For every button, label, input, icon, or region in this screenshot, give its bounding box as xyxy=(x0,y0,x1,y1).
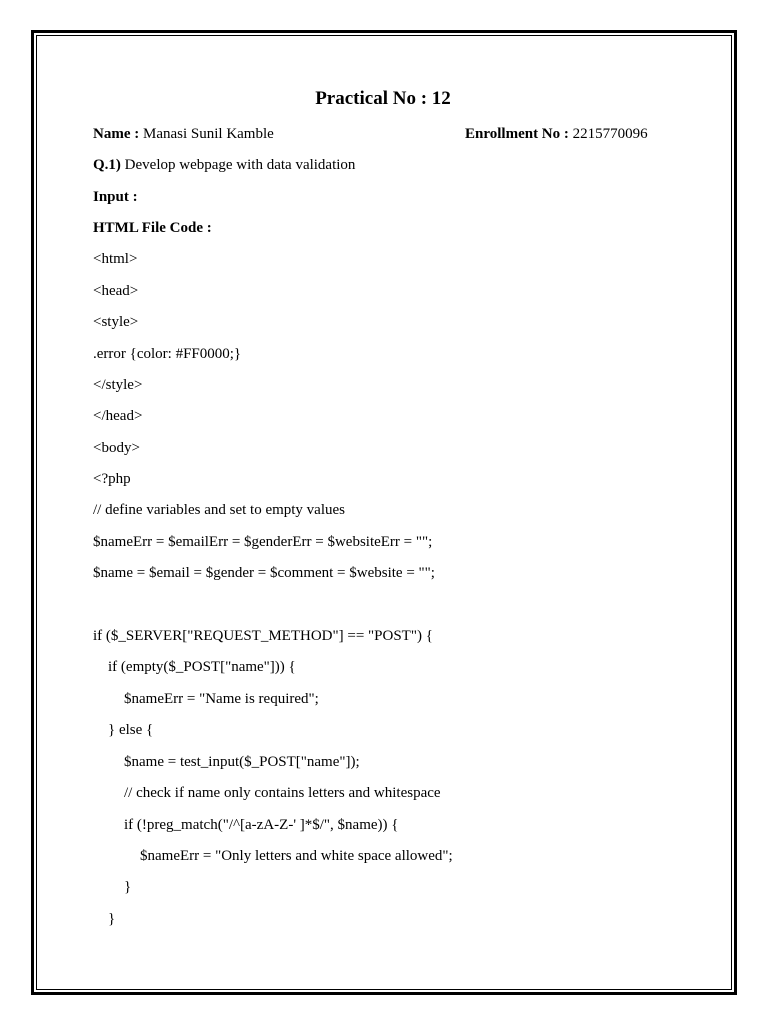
code-line: <body> xyxy=(93,440,140,456)
code-line: $nameErr = $emailErr = $genderErr = $websiteErr = ""; xyxy=(93,534,433,550)
code-line: <head> xyxy=(93,283,139,299)
code-line: </head> xyxy=(93,408,143,424)
code-line: $name = test_input($_POST["name"]); xyxy=(124,754,360,770)
question-label: Q.1) xyxy=(93,157,121,173)
code-line: if ($_SERVER["REQUEST_METHOD"] == "POST") { xyxy=(93,628,433,644)
input-heading: Input : xyxy=(93,189,138,205)
enrollment-value: 2215770096 xyxy=(568,126,648,142)
code-line: <html> xyxy=(93,251,138,267)
code-line: $name = $email = $gender = $comment = $website = ""; xyxy=(93,565,435,581)
code-line: } xyxy=(124,879,132,895)
enrollment-field xyxy=(465,124,648,144)
code-line: <?php xyxy=(93,471,131,487)
student-info-row xyxy=(93,124,673,144)
code-line: $nameErr = "Only letters and white space allowed"; xyxy=(140,848,453,864)
enrollment-label: Enrollment No : xyxy=(465,126,569,142)
code-line: // check if name only contains letters and whitespace xyxy=(124,785,441,801)
name-label: Name : xyxy=(93,126,140,142)
question-line xyxy=(93,155,355,175)
code-line: </style> xyxy=(93,377,143,393)
name-value: Manasi Sunil Kamble xyxy=(139,126,274,142)
code-line: // define variables and set to empty values xyxy=(93,502,346,518)
page-title: Practical No : 12 xyxy=(315,88,451,109)
code-line: if (empty($_POST["name"])) { xyxy=(108,659,296,675)
name-field xyxy=(93,126,274,142)
code-line: $nameErr = "Name is required"; xyxy=(124,691,319,707)
code-line: if (!preg_match("/^[a-zA-Z-' ]*$/", $name)) { xyxy=(124,817,399,833)
code-line: } xyxy=(108,911,116,927)
code-line: .error {color: #FF0000;} xyxy=(93,346,242,362)
html-file-heading: HTML File Code : xyxy=(93,220,212,236)
code-line: } else { xyxy=(108,722,154,738)
question-text: Develop webpage with data validation xyxy=(120,157,356,173)
code-line: <style> xyxy=(93,314,139,330)
